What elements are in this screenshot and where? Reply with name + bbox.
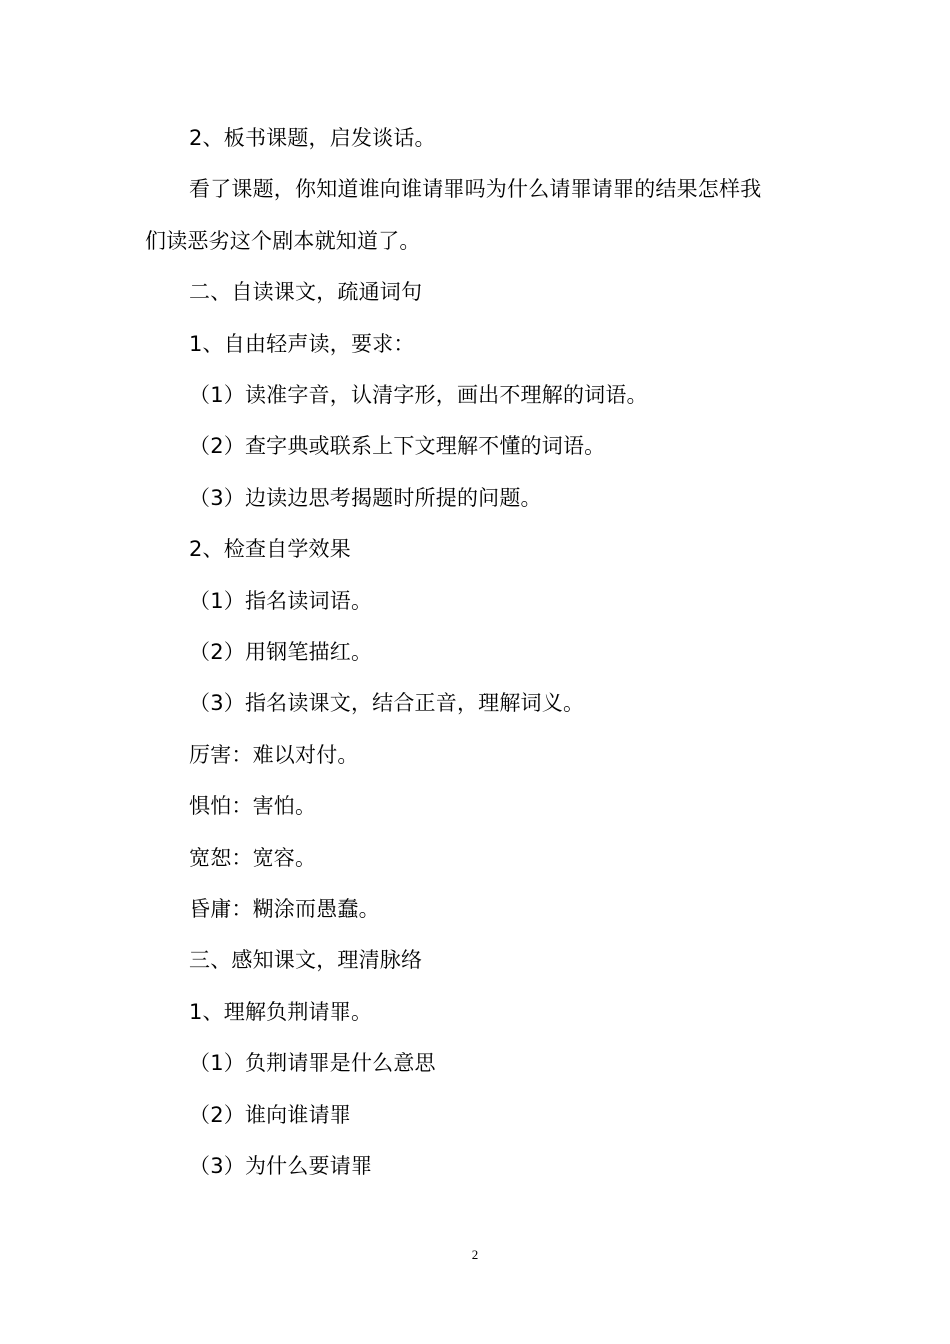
section-heading: 三、感知课文，理清脉络 (189, 948, 423, 972)
list-item: （1）指名读词语。 (189, 589, 373, 613)
list-item: （2）用钢笔描红。 (189, 640, 373, 664)
list-item: （3）指名读课文，结合正音，理解词义。 (189, 691, 585, 715)
list-item: （1）读准字音，认清字形，画出不理解的词语。 (189, 383, 648, 407)
definition-line: 昏庸：糊涂而愚蠢。 (189, 897, 380, 921)
section-heading: 二、自读课文，疏通词句 (189, 280, 423, 304)
text-line: 们读恶劣这个剧本就知道了。 (145, 229, 421, 253)
definition-line: 宽恕：宽容。 (189, 846, 317, 870)
text-line: 1、理解负荆请罪。 (189, 1000, 373, 1024)
text-line: 2、板书课题，启发谈话。 (189, 126, 436, 150)
text-line: 2、检查自学效果 (189, 537, 351, 561)
text-line: 看了课题，你知道谁向谁请罪吗为什么请罪请罪的结果怎样我 (189, 177, 762, 201)
list-item: （1）负荆请罪是什么意思 (189, 1051, 436, 1075)
list-item: （2）谁向谁请罪 (189, 1103, 351, 1127)
list-item: （2）查字典或联系上下文理解不懂的词语。 (189, 434, 606, 458)
list-item: （3）为什么要请罪 (189, 1154, 373, 1178)
text-line: 1、自由轻声读，要求： (189, 332, 415, 356)
page-number: 2 (471, 1247, 479, 1262)
definition-line: 厉害：难以对付。 (189, 743, 359, 767)
list-item: （3）边读边思考揭题时所提的问题。 (189, 486, 542, 510)
definition-line: 惧怕：害怕。 (189, 794, 317, 818)
